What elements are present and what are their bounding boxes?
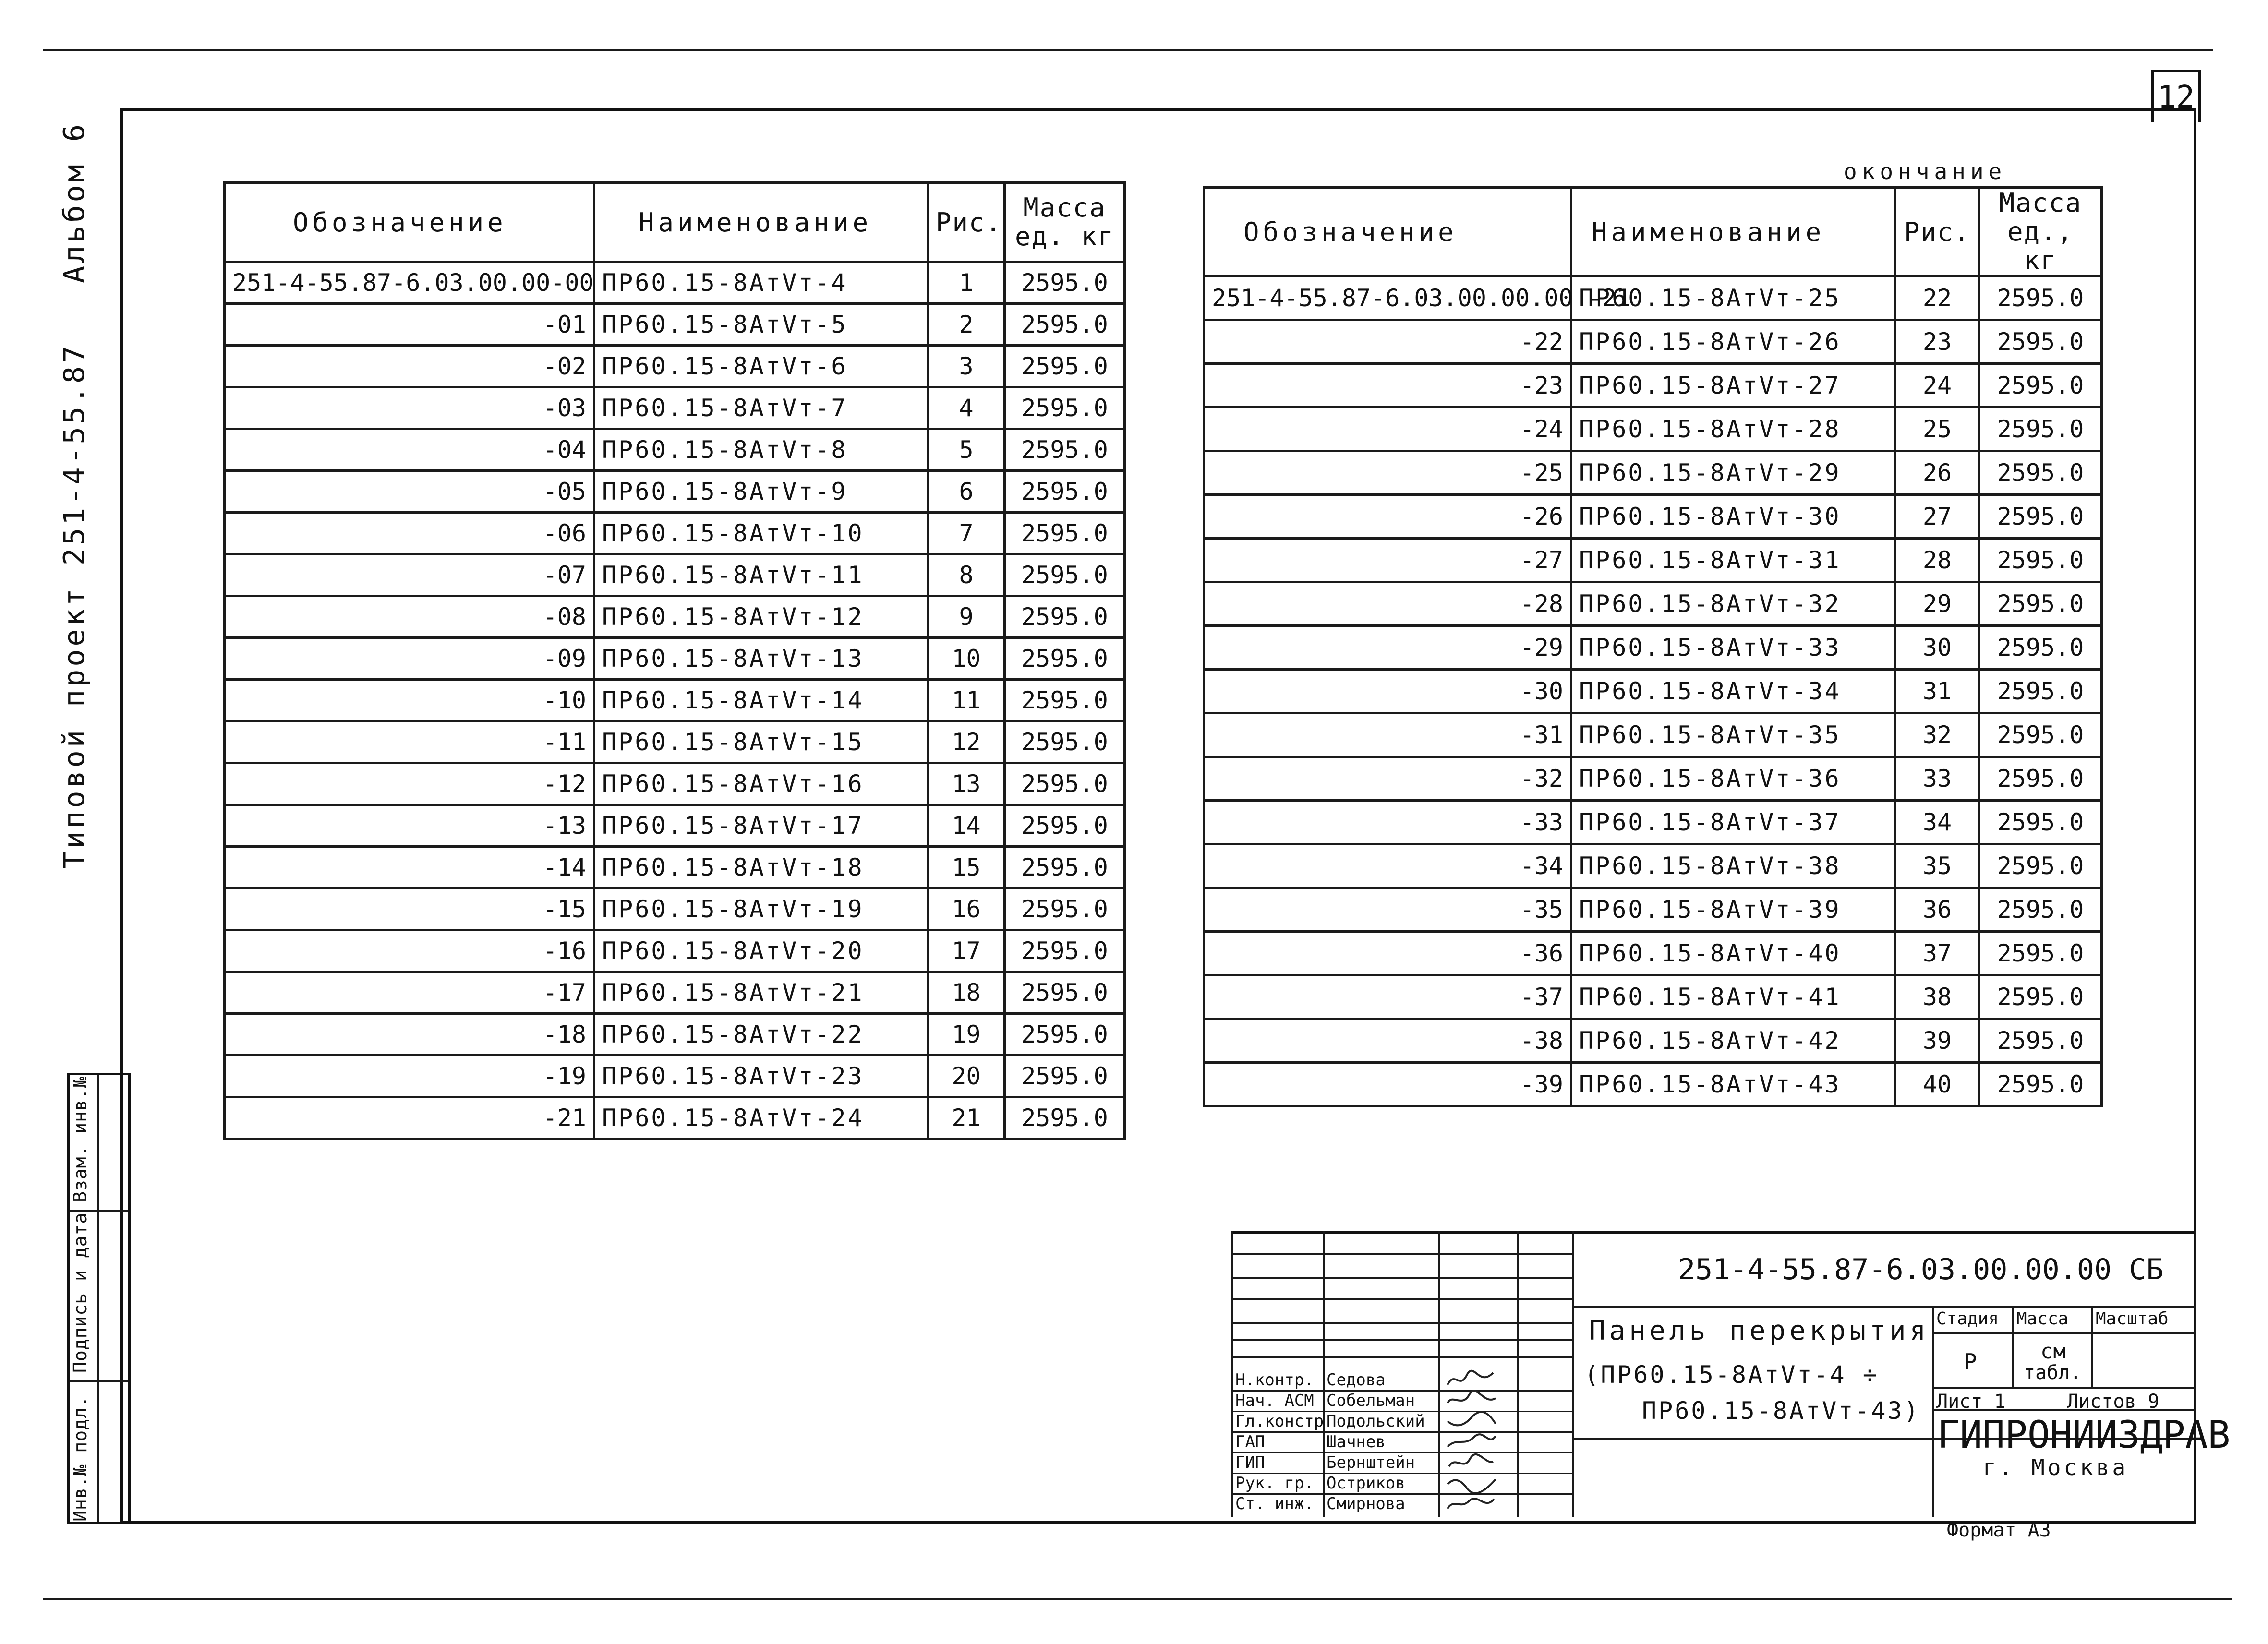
table-row — [1204, 626, 2102, 670]
designation-cell: -04 — [225, 429, 594, 471]
page-number: 12 — [2151, 70, 2201, 122]
mass-value-2: табл. — [2024, 1362, 2082, 1384]
col-header-fig: Рис. — [928, 183, 1005, 262]
designation-cell: -36 — [1204, 932, 1571, 975]
designation-cell: -22 — [1204, 320, 1571, 364]
fig-cell: 13 — [928, 763, 1005, 805]
name-cell: ПР60.15-8АтVт-9 — [594, 471, 928, 513]
designation-cell: -18 — [225, 1014, 594, 1056]
signature-mark — [1445, 1494, 1498, 1513]
mass-cell: 2595.0 — [1005, 429, 1125, 471]
table-row — [225, 1014, 1125, 1056]
designation-cell: -14 — [225, 847, 594, 888]
title-line-2: (ПР60.15-8АтVт-4 ÷ — [1584, 1361, 1879, 1389]
col-header-designation: Обозначение — [225, 183, 594, 262]
table-row — [1204, 757, 2102, 801]
designation-cell: 251-4-55.87-6.03.00.00-00 — [225, 262, 594, 304]
fig-cell: 38 — [1895, 975, 1979, 1019]
fig-cell: 31 — [1895, 670, 1979, 713]
person-name: Подольский — [1327, 1412, 1425, 1431]
project-label: Типовой проект 251-4-55.87 — [58, 343, 91, 869]
person-name: Седова — [1327, 1370, 1386, 1390]
table-row — [1204, 975, 2102, 1019]
mass-cell: 2595.0 — [1005, 554, 1125, 596]
name-cell: ПР60.15-8АтVт-30 — [1571, 495, 1895, 539]
person-role: Н.контр. — [1235, 1370, 1314, 1390]
signature-mark — [1445, 1370, 1498, 1390]
name-cell: ПР60.15-8АтVт-26 — [1571, 320, 1895, 364]
col-header-name: Наименование — [594, 183, 928, 262]
table-row — [225, 513, 1125, 554]
fig-cell: 2 — [928, 304, 1005, 346]
fig-cell: 28 — [1895, 539, 1979, 582]
table-row — [225, 972, 1125, 1014]
table-row — [225, 304, 1125, 346]
fig-cell: 8 — [928, 554, 1005, 596]
mass-cell: 2595.0 — [1005, 513, 1125, 554]
stage-label: Стадия — [1936, 1309, 1999, 1329]
mass-cell: 2595.0 — [1005, 346, 1125, 387]
table-row — [225, 763, 1125, 805]
sheets-label: Листов 9 — [2067, 1391, 2159, 1413]
mass-cell: 2595.0 — [1005, 596, 1125, 638]
name-cell: ПР60.15-8АтVт-20 — [594, 930, 928, 972]
designation-cell: -28 — [1204, 582, 1571, 626]
title-line-3: ПР60.15-8АтVт-43) — [1642, 1397, 1920, 1425]
title-line-1: Панель перекрытия — [1589, 1315, 1930, 1346]
designation-cell: -33 — [1204, 801, 1571, 844]
name-cell: ПР60.15-8АтVт-11 — [594, 554, 928, 596]
fig-cell: 24 — [1895, 364, 1979, 408]
name-cell: ПР60.15-8АтVт-16 — [594, 763, 928, 805]
mass-cell: 2595.0 — [1979, 582, 2102, 626]
designation-cell: -12 — [225, 763, 594, 805]
table-row — [1204, 276, 2102, 320]
org-name: ГИПРОНИИЗДРАВ — [1937, 1414, 2231, 1457]
right-table-body — [1204, 276, 2102, 1106]
designation-cell: -32 — [1204, 757, 1571, 801]
person-role: Гл.констр — [1235, 1412, 1324, 1431]
mass-cell: 2595.0 — [1005, 471, 1125, 513]
fig-cell: 20 — [928, 1056, 1005, 1097]
name-cell: ПР60.15-8АтVт-40 — [1571, 932, 1895, 975]
col-header-fig: Рис. — [1895, 188, 1979, 276]
inv-label: Инв.№ подл. — [70, 1395, 91, 1522]
right-table-caption: окончание — [1844, 158, 2007, 184]
table-row — [225, 1056, 1125, 1097]
table-row — [1204, 495, 2102, 539]
name-cell: ПР60.15-8АтVт-14 — [594, 680, 928, 721]
signature-mark — [1445, 1412, 1498, 1431]
table-row — [1204, 801, 2102, 844]
table-row — [225, 346, 1125, 387]
designation-cell: -13 — [225, 805, 594, 847]
name-cell: ПР60.15-8АтVт-35 — [1571, 713, 1895, 757]
col-header-mass: Масса ед. кг — [1005, 183, 1125, 262]
designation-cell: -26 — [1204, 495, 1571, 539]
name-cell: ПР60.15-8АтVт-25 — [1571, 276, 1895, 320]
person-role: Ст. инж. — [1235, 1494, 1314, 1513]
mass-cell: 2595.0 — [1979, 888, 2102, 932]
fig-cell: 21 — [928, 1097, 1005, 1139]
mass-cell: 2595.0 — [1979, 320, 2102, 364]
mass-cell: 2595.0 — [1979, 539, 2102, 582]
vzam-label: Взам. инв.№ — [70, 1076, 91, 1202]
mass-cell: 2595.0 — [1005, 304, 1125, 346]
designation-cell: -07 — [225, 554, 594, 596]
fig-cell: 27 — [1895, 495, 1979, 539]
designation-cell: -24 — [1204, 408, 1571, 451]
name-cell: ПР60.15-8АтVт-6 — [594, 346, 928, 387]
mass-cell: 2595.0 — [1979, 713, 2102, 757]
name-cell: ПР60.15-8АтVт-22 — [594, 1014, 928, 1056]
name-cell: ПР60.15-8АтVт-7 — [594, 387, 928, 429]
name-cell: ПР60.15-8АтVт-36 — [1571, 757, 1895, 801]
fig-cell: 37 — [1895, 932, 1979, 975]
mass-cell: 2595.0 — [1979, 757, 2102, 801]
name-cell: ПР60.15-8АтVт-43 — [1571, 1063, 1895, 1106]
fig-cell: 26 — [1895, 451, 1979, 495]
name-cell: ПР60.15-8АтVт-19 — [594, 888, 928, 930]
person-role: Нач. АСМ — [1235, 1391, 1314, 1410]
mass-cell: 2595.0 — [1005, 1056, 1125, 1097]
table-row — [1204, 844, 2102, 888]
name-cell: ПР60.15-8АтVт-41 — [1571, 975, 1895, 1019]
table-row — [225, 262, 1125, 304]
table-row — [1204, 539, 2102, 582]
designation-cell: -16 — [225, 930, 594, 972]
designation-cell: -02 — [225, 346, 594, 387]
mass-cell: 2595.0 — [1979, 626, 2102, 670]
mass-cell: 2595.0 — [1005, 763, 1125, 805]
table-row — [225, 638, 1125, 680]
mass-value: см — [2040, 1339, 2066, 1364]
table-row — [225, 596, 1125, 638]
name-cell: ПР60.15-8АтVт-21 — [594, 972, 928, 1014]
designation-cell: 251-4-55.87-6.03.00.00.00 -21 — [1204, 276, 1571, 320]
fig-cell: 1 — [928, 262, 1005, 304]
left-spec-table — [223, 181, 1126, 1140]
fig-cell: 11 — [928, 680, 1005, 721]
designation-cell: -09 — [225, 638, 594, 680]
doc-code: 251-4-55.87-6.03.00.00.00 СБ — [1678, 1253, 2164, 1286]
mass-cell: 2595.0 — [1979, 975, 2102, 1019]
fig-cell: 9 — [928, 596, 1005, 638]
fig-cell: 4 — [928, 387, 1005, 429]
mass-cell: 2595.0 — [1005, 387, 1125, 429]
name-cell: ПР60.15-8АтVт-18 — [594, 847, 928, 888]
designation-cell: -15 — [225, 888, 594, 930]
mass-cell: 2595.0 — [1005, 721, 1125, 763]
designation-cell: -06 — [225, 513, 594, 554]
name-cell: ПР60.15-8АтVт-31 — [1571, 539, 1895, 582]
fig-cell: 39 — [1895, 1019, 1979, 1063]
title-block — [1231, 1231, 2231, 1517]
mass-cell: 2595.0 — [1005, 638, 1125, 680]
scale-label: Масштаб — [2096, 1309, 2169, 1329]
fig-cell: 12 — [928, 721, 1005, 763]
name-cell: ПР60.15-8АтVт-39 — [1571, 888, 1895, 932]
name-cell: ПР60.15-8АтVт-4 — [594, 262, 928, 304]
fig-cell: 30 — [1895, 626, 1979, 670]
table-row — [225, 471, 1125, 513]
right-table-header — [1204, 188, 2102, 276]
mass-cell: 2595.0 — [1005, 262, 1125, 304]
name-cell: ПР60.15-8АтVт-17 — [594, 805, 928, 847]
name-cell: ПР60.15-8АтVт-8 — [594, 429, 928, 471]
table-row — [225, 387, 1125, 429]
table-row — [1204, 670, 2102, 713]
designation-cell: -11 — [225, 721, 594, 763]
fig-cell: 23 — [1895, 320, 1979, 364]
person-name: Собельман — [1327, 1391, 1415, 1410]
stage-value: Р — [1964, 1349, 1977, 1375]
table-row — [1204, 888, 2102, 932]
table-row — [225, 847, 1125, 888]
fig-cell: 34 — [1895, 801, 1979, 844]
mass-cell: 2595.0 — [1005, 930, 1125, 972]
person-name: Остриков — [1327, 1474, 1405, 1493]
table-row — [225, 429, 1125, 471]
col-header-name: Наименование — [1571, 188, 1895, 276]
fig-cell: 32 — [1895, 713, 1979, 757]
designation-cell: -35 — [1204, 888, 1571, 932]
designation-cell: -39 — [1204, 1063, 1571, 1106]
table-row — [225, 680, 1125, 721]
name-cell: ПР60.15-8АтVт-24 — [594, 1097, 928, 1139]
fig-cell: 29 — [1895, 582, 1979, 626]
fig-cell: 18 — [928, 972, 1005, 1014]
name-cell: ПР60.15-8АтVт-34 — [1571, 670, 1895, 713]
name-cell: ПР60.15-8АтVт-13 — [594, 638, 928, 680]
fig-cell: 17 — [928, 930, 1005, 972]
bottom-edge-line — [43, 1598, 2232, 1600]
person-role: ГИП — [1235, 1453, 1265, 1472]
right-spec-table — [1203, 186, 2103, 1107]
person-name: Бернштейн — [1327, 1453, 1415, 1472]
fig-cell: 14 — [928, 805, 1005, 847]
designation-cell: -21 — [225, 1097, 594, 1139]
mass-cell: 2595.0 — [1979, 1019, 2102, 1063]
mass-cell: 2595.0 — [1979, 364, 2102, 408]
fig-cell: 5 — [928, 429, 1005, 471]
designation-cell: -37 — [1204, 975, 1571, 1019]
fig-cell: 10 — [928, 638, 1005, 680]
designation-cell: -03 — [225, 387, 594, 429]
col-header-designation: Обозначение — [1204, 188, 1571, 276]
fig-cell: 33 — [1895, 757, 1979, 801]
person-name: Шачнев — [1327, 1432, 1386, 1452]
name-cell: ПР60.15-8АтVт-27 — [1571, 364, 1895, 408]
designation-cell: -23 — [1204, 364, 1571, 408]
mass-cell: 2595.0 — [1979, 932, 2102, 975]
mass-cell: 2595.0 — [1979, 451, 2102, 495]
sign-date-label: Подпись и дата — [70, 1212, 91, 1373]
fig-cell: 40 — [1895, 1063, 1979, 1106]
mass-cell: 2595.0 — [1979, 408, 2102, 451]
table-row — [225, 805, 1125, 847]
table-row — [1204, 713, 2102, 757]
name-cell: ПР60.15-8АтVт-10 — [594, 513, 928, 554]
left-table-body — [225, 262, 1125, 1139]
mass-cell: 2595.0 — [1979, 801, 2102, 844]
fig-cell: 6 — [928, 471, 1005, 513]
name-cell: ПР60.15-8АтVт-15 — [594, 721, 928, 763]
mass-cell: 2595.0 — [1979, 276, 2102, 320]
table-row — [225, 554, 1125, 596]
table-row — [225, 721, 1125, 763]
fig-cell: 7 — [928, 513, 1005, 554]
signature-mark — [1445, 1391, 1498, 1410]
table-row — [1204, 932, 2102, 975]
org-city: г. Москва — [1983, 1454, 2129, 1480]
table-row — [1204, 582, 2102, 626]
name-cell: ПР60.15-8АтVт-38 — [1571, 844, 1895, 888]
name-cell: ПР60.15-8АтVт-23 — [594, 1056, 928, 1097]
signature-mark — [1445, 1453, 1498, 1472]
name-cell: ПР60.15-8АтVт-42 — [1571, 1019, 1895, 1063]
mass-cell: 2595.0 — [1005, 847, 1125, 888]
table-row — [225, 930, 1125, 972]
table-row — [1204, 1063, 2102, 1106]
table-row — [1204, 320, 2102, 364]
designation-cell: -17 — [225, 972, 594, 1014]
person-role: ГАП — [1235, 1432, 1265, 1452]
format-label: Формат А3 — [1947, 1519, 2051, 1541]
table-row — [225, 1097, 1125, 1139]
mass-cell: 2595.0 — [1979, 844, 2102, 888]
mass-cell: 2595.0 — [1005, 972, 1125, 1014]
designation-cell: -05 — [225, 471, 594, 513]
name-cell: ПР60.15-8АтVт-5 — [594, 304, 928, 346]
table-row — [1204, 364, 2102, 408]
person-name: Смирнова — [1327, 1494, 1405, 1513]
person-role: Рук. гр. — [1235, 1474, 1314, 1493]
mass-cell: 2595.0 — [1005, 680, 1125, 721]
fig-cell: 36 — [1895, 888, 1979, 932]
fig-cell: 16 — [928, 888, 1005, 930]
designation-cell: -27 — [1204, 539, 1571, 582]
fig-cell: 3 — [928, 346, 1005, 387]
fig-cell: 22 — [1895, 276, 1979, 320]
mass-cell: 2595.0 — [1979, 1063, 2102, 1106]
signature-mark — [1445, 1474, 1498, 1493]
designation-cell: -38 — [1204, 1019, 1571, 1063]
name-cell: ПР60.15-8АтVт-12 — [594, 596, 928, 638]
name-cell: ПР60.15-8АтVт-29 — [1571, 451, 1895, 495]
mass-cell: 2595.0 — [1005, 805, 1125, 847]
name-cell: ПР60.15-8АтVт-28 — [1571, 408, 1895, 451]
sheet-label: Лист 1 — [1936, 1391, 2006, 1413]
fig-cell: 15 — [928, 847, 1005, 888]
mass-cell: 2595.0 — [1005, 888, 1125, 930]
mass-cell: 2595.0 — [1005, 1097, 1125, 1139]
designation-cell: -08 — [225, 596, 594, 638]
designation-cell: -34 — [1204, 844, 1571, 888]
designation-cell: -19 — [225, 1056, 594, 1097]
designation-cell: -30 — [1204, 670, 1571, 713]
designation-cell: -29 — [1204, 626, 1571, 670]
col-header-mass: Масса ед., кг — [1979, 188, 2102, 276]
mass-label: Масса — [2016, 1309, 2069, 1329]
album-label: Альбом 6 — [58, 121, 91, 283]
name-cell: ПР60.15-8АтVт-32 — [1571, 582, 1895, 626]
table-row — [1204, 408, 2102, 451]
mass-cell: 2595.0 — [1979, 670, 2102, 713]
name-cell: ПР60.15-8АтVт-37 — [1571, 801, 1895, 844]
fig-cell: 25 — [1895, 408, 1979, 451]
signature-mark — [1445, 1432, 1498, 1452]
table-row — [225, 888, 1125, 930]
designation-cell: -01 — [225, 304, 594, 346]
designation-cell: -10 — [225, 680, 594, 721]
top-edge-line — [43, 49, 2213, 51]
left-table-header — [225, 183, 1125, 262]
fig-cell: 19 — [928, 1014, 1005, 1056]
designation-cell: -31 — [1204, 713, 1571, 757]
mass-cell: 2595.0 — [1979, 495, 2102, 539]
mass-cell: 2595.0 — [1005, 1014, 1125, 1056]
table-row — [1204, 1019, 2102, 1063]
designation-cell: -25 — [1204, 451, 1571, 495]
table-row — [1204, 451, 2102, 495]
fig-cell: 35 — [1895, 844, 1979, 888]
name-cell: ПР60.15-8АтVт-33 — [1571, 626, 1895, 670]
